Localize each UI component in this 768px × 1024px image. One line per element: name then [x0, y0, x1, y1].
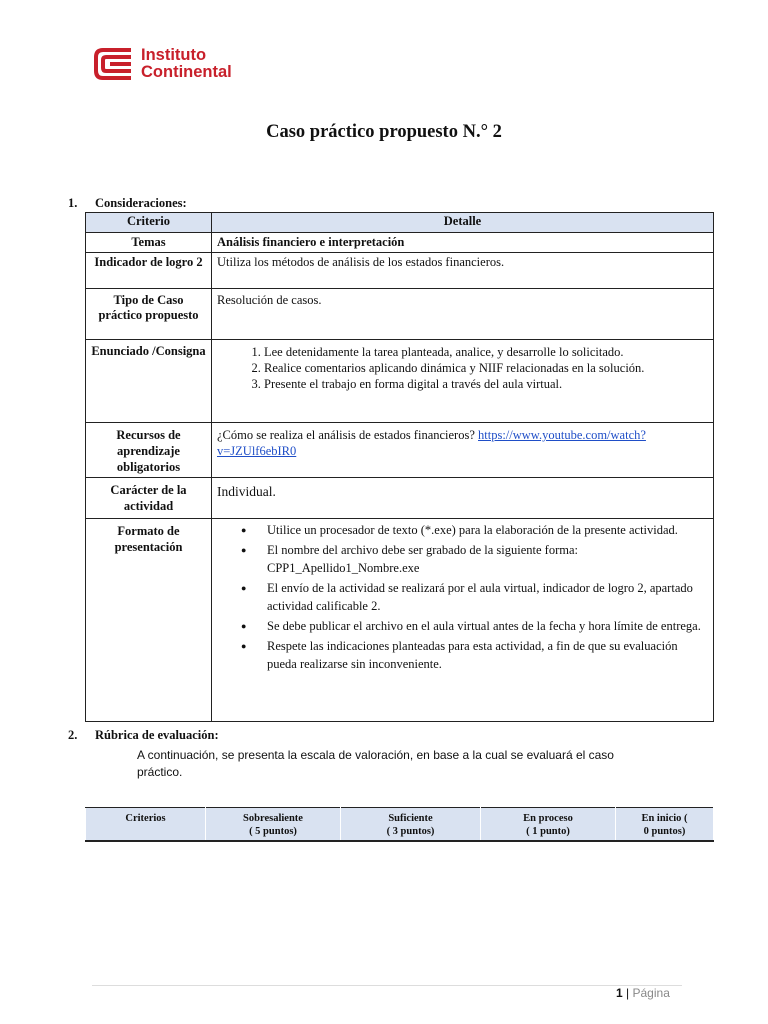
- logo-mark-icon: [93, 46, 135, 82]
- rubric-header-criterios: [86, 808, 206, 842]
- rubric-header-line2: ( 3 puntos): [386, 826, 435, 837]
- section-1-heading: [68, 196, 187, 211]
- rubric-header-line1: Sobresaliente: [243, 813, 303, 824]
- list-item: 2. Realice comentarios aplicando dinámica y NIIF relacionadas en la solución.: [264, 360, 708, 376]
- row-recursos: [86, 423, 714, 478]
- row-formato: [86, 519, 714, 722]
- logo-line-2: Continental: [141, 63, 232, 81]
- section-1-label: Consideraciones:: [95, 196, 187, 210]
- recursos-value: [212, 423, 714, 478]
- page-label: Página: [632, 986, 670, 1000]
- section-2-number: 2.: [68, 728, 78, 742]
- rubric-header-row: [86, 808, 714, 842]
- formato-list: [217, 521, 708, 673]
- section-2-label: Rúbrica de evaluación:: [95, 728, 219, 742]
- row-tipo: [86, 289, 714, 340]
- table-header-row: [86, 213, 714, 233]
- row-indicador: [86, 253, 714, 289]
- page-number: 1: [616, 986, 623, 1000]
- section-1-number: 1.: [68, 196, 78, 210]
- rubric-header-en-inicio: [616, 808, 714, 842]
- caracter-label: Carácter de la actividad: [86, 478, 212, 519]
- rubric-header-line2: 0 puntos): [643, 826, 686, 837]
- rubric-table: [85, 807, 714, 842]
- list-item: ● El envío de la actividad se realizará por el aula virtual, indicador de logro 2, apartado actividad calificable 2.: [267, 579, 708, 615]
- tipo-value: Resolución de casos.: [212, 289, 714, 340]
- rubric-header-line2: ( 5 puntos): [249, 826, 297, 837]
- header-detalle: Detalle: [212, 213, 714, 233]
- footer-divider: [92, 985, 682, 986]
- rubric-header-suficiente: [341, 808, 481, 842]
- page-footer: [616, 986, 670, 1000]
- section-2-heading: [68, 728, 219, 743]
- indicador-value: Utiliza los métodos de análisis de los estados financieros.: [212, 253, 714, 289]
- rubric-intro: A continuación, se presenta la escala de valoración, en base a la cual se evaluará el caso práctico.: [137, 748, 614, 779]
- enunciado-list: [217, 344, 708, 392]
- indicador-label: Indicador de logro 2: [86, 253, 212, 289]
- row-enunciado: [86, 340, 714, 423]
- temas-value: Análisis financiero e interpretación: [212, 233, 714, 253]
- rubric-header-line1: En proceso: [523, 813, 573, 824]
- row-temas: [86, 233, 714, 253]
- institution-logo: [93, 46, 232, 82]
- formato-value: [212, 519, 714, 722]
- list-item: ● El nombre del archivo debe ser grabado de la siguiente forma: CPP1_Apellido1_Nombre.exe: [267, 541, 708, 577]
- row-caracter: [86, 478, 714, 519]
- logo-text: [141, 47, 232, 81]
- tipo-label: Tipo de Caso práctico propuesto: [86, 289, 212, 340]
- recursos-text: ¿Cómo se realiza el análisis de estados financieros?: [217, 428, 479, 442]
- enunciado-label: Enunciado /Consigna: [86, 340, 212, 423]
- rubric-header-line1: Suficiente: [388, 813, 433, 824]
- list-item: 3. Presente el trabajo en forma digital a través del aula virtual.: [264, 376, 708, 392]
- youtube-link[interactable]: https://www.youtube.com/watch?v=JZUlf6ebIR0: [217, 428, 646, 458]
- recursos-label: Recursos de aprendizaje obligatorios: [86, 423, 212, 478]
- list-item: 1. Lee detenidamente la tarea planteada, analice, y desarrolle lo solicitado.: [264, 344, 708, 360]
- list-item: ● Respete las indicaciones planteadas para esta actividad, a fin de que su evaluación pueda realizarse sin inconveniente.: [267, 637, 708, 673]
- header-criterio: Criterio: [86, 213, 212, 233]
- enunciado-value: [212, 340, 714, 423]
- page-title: Caso práctico propuesto N.° 2: [266, 122, 502, 142]
- rubric-header-sobresaliente: [206, 808, 341, 842]
- rubric-header-line1: En inicio (: [641, 813, 688, 824]
- caracter-value: Individual.: [212, 478, 714, 519]
- temas-label: Temas: [86, 233, 212, 253]
- rubric-header-en-proceso: [481, 808, 616, 842]
- footer-separator: |: [626, 986, 630, 1000]
- list-item: ● Se debe publicar el archivo en el aula virtual antes de la fecha y hora límite de entrega.: [267, 617, 708, 635]
- logo-line-1: Instituto: [141, 46, 207, 64]
- rubric-header-line2: ( 1 punto): [526, 826, 570, 837]
- formato-label: Formato de presentación: [86, 519, 212, 722]
- considerations-table: [85, 212, 714, 722]
- list-item: ● Utilice un procesador de texto (*.exe) para la elaboración de la presente actividad.: [267, 521, 708, 539]
- rubric-header-line1: Criterios: [125, 813, 166, 824]
